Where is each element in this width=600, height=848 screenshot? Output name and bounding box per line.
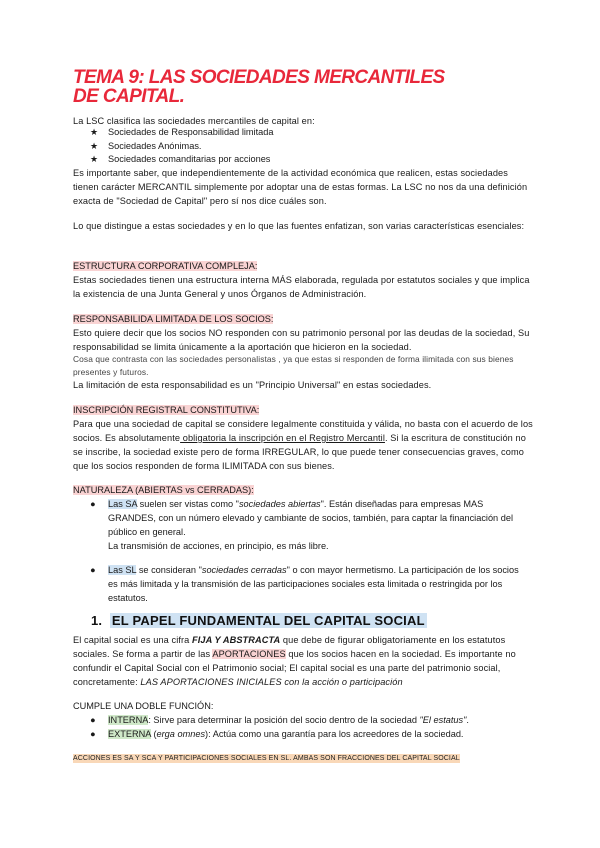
paragraph-caracteristicas: Lo que distingue a estas sociedades y en lo que las fuentes enfatizan, son varias características esenciales: bbox=[73, 221, 525, 231]
star-bullet-icon: ★ bbox=[90, 140, 99, 151]
section-heading-doble-funcion: CUMPLE UNA DOBLE FUNCIÓN: bbox=[73, 701, 214, 711]
company-types-list bbox=[90, 126, 273, 167]
bullet-dot-icon: ● bbox=[90, 565, 96, 575]
page-title: TEMA 9: LAS SOCIEDADES MERCANTILES DE CAPITAL. bbox=[73, 67, 445, 107]
star-bullet-icon: ★ bbox=[90, 127, 99, 137]
paragraph-capital-social: El capital social es una cifra FIJA Y ABSTRACTA que debe de figurar obligatoriamente en los estatutos sociales. Se forma a partir de las APORTACIONES que los socios hacen en la sociedad. Es importante no confundir el Capital Social con el Patrimonio social; El capital social es una parte del patrimonio social, concretamente: LAS APORTACIONES INICIALES con la acción o participación bbox=[73, 635, 516, 687]
bullet-dot-icon: ● bbox=[90, 499, 96, 509]
star-bullet-icon: ★ bbox=[90, 154, 99, 164]
list-item: ● INTERNA: Sirve para determinar la posición del socio dentro de la sociedad "El estatus". bbox=[90, 715, 469, 725]
list-item: ★ Sociedades Anónimas. bbox=[90, 140, 273, 154]
list-item: ★ Sociedades comanditarias por acciones bbox=[90, 153, 273, 167]
list-item: ● Las SA suelen ser vistas como "sociedades abiertas". Están diseñadas para empresas MAS GRANDES, con un número elevado y cambiante de socios, también, para captar la financiación del público en general. La transmisión de acciones, en principio, es más libre. bbox=[90, 499, 513, 551]
list-item: ● Las SL se consideran "sociedades cerradas" o con mayor hermetismo. La participación de los socios es más limitada y la transmisión de las participaciones sociales esta limitada o restringida por los estatutos. bbox=[90, 565, 519, 603]
doble-funcion-list bbox=[90, 713, 530, 741]
naturaleza-list-sl bbox=[90, 563, 530, 605]
section-heading-estructura: ESTRUCTURA CORPORATIVA COMPLEJA: bbox=[73, 261, 258, 271]
bullet-dot-icon: ● bbox=[90, 715, 96, 725]
list-item: ★ Sociedades de Responsabilidad limitada bbox=[90, 126, 273, 140]
footer-highlight-note: ACCIONES ES SA Y SCA Y PARTICIPACIONES SOCIALES EN SL. AMBAS SON FRACCIONES DEL CAPITAL SOCIAL bbox=[73, 755, 460, 762]
naturaleza-list-sa bbox=[90, 497, 530, 553]
section-text-inscripcion: Para que una sociedad de capital se considere legalmente constituida y válida, no basta con el acuerdo de los socios. Es absolutamente obligatoria la inscripción en el Registro Mercantil. Si la escritura de constitución no se inscribe, la sociedad existe pero de forma IRREGULAR, lo que puede tener consecuencias graves, como que los socios responden de forma ILIMITADA con sus bienes. bbox=[73, 419, 533, 471]
section-text-responsabilidad: Esto quiere decir que los socios NO responden con su patrimonio personal por las deudas de la sociedad, Su responsabilidad se limita únicamente a la aportación que hicieron en la sociedad. bbox=[73, 328, 530, 352]
section-text-estructura: Estas sociedades tienen una estructura interna MÁS elaborada, regulada por estatutos sociales y que implica la existencia de una Junta General y unos Órganos de Administración. bbox=[73, 275, 530, 299]
section-heading-responsabilidad: RESPONSABILIDA LIMITADA DE LOS SOCIOS: bbox=[73, 314, 274, 324]
paragraph-mercantil: Es importante saber, que independientemente de la actividad económica que realicen, estas sociedades tienen carácter MERCANTIL simplemente por adoptar una de estas formas. La LSC no nos da una definición exacta de "Sociedad de Capital" pero sí nos dice cuáles son. bbox=[73, 168, 528, 206]
list-item: ● EXTERNA (erga omnes): Actúa como una garantía para los acreedores de la sociedad. bbox=[90, 729, 464, 739]
section-note-responsabilidad: Cosa que contrasta con las sociedades personalistas , ya que estas si responden de forma ilimitada con sus bienes presentes y futuros. bbox=[73, 354, 514, 377]
intro-text: La LSC clasifica las sociedades mercantiles de capital en: bbox=[73, 116, 315, 126]
section-heading-naturaleza: NATURALEZA (ABIERTAS vs CERRADAS): bbox=[73, 485, 254, 495]
section-text-principio: La limitación de esta responsabilidad es un "Principio Universal" en estas sociedades. bbox=[73, 380, 432, 390]
bullet-dot-icon: ● bbox=[90, 729, 96, 739]
section-heading-capital-social: 1. EL PAPEL FUNDAMENTAL DEL CAPITAL SOCIAL bbox=[91, 613, 425, 628]
section-heading-inscripcion: INSCRIPCIÓN REGISTRAL CONSTITUTIVA: bbox=[73, 405, 260, 415]
